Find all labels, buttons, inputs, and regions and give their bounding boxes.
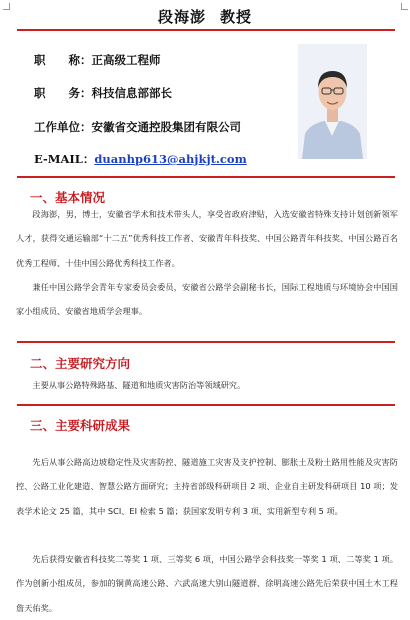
- unit-row: [34, 119, 241, 135]
- title-divider: [17, 29, 395, 31]
- duty-value: 科技信息部部长: [91, 86, 172, 100]
- portrait-illustration: [298, 44, 367, 159]
- section-divider-2: [17, 404, 395, 406]
- section-divider-1: [17, 341, 395, 343]
- basic-paragraph-2: 兼任中国公路学会青年专家委员会委员，安徽省公路学会副秘书长，国际工程地质与环境协会中国国家小组成员、安徽省地质学会理事。: [16, 282, 398, 317]
- achievements-paragraph-1: 先后从事公路高边坡稳定性及灾害防控、隧道施工灾害及支护控制、膨胀土及粉土路用性能及灾害防控、公路工业化建造、智慧公路方面研究；主持省部级科研项目 2 项、企业自主研发科研项目 10 项；发表学术论文 25 篇，其中 SCI、EI 检索 5 篇；获国家发明专利 3 项、实用新型专利 5 项。: [16, 457, 398, 516]
- unit-label: 工作单位：: [34, 120, 92, 134]
- duty-row: [34, 85, 172, 101]
- position-label: 职 称：: [34, 53, 92, 67]
- info-divider: [17, 176, 395, 178]
- achievements-paragraph-2: 先后获得安徽省科技奖二等奖 1 项、三等奖 6 项，中国公路学会科技奖一等奖 1 项、二等奖 1 项。作为创新小组成员，参加的铜黄高速公路、六武高速大别山隧道群、徐明高速公路先后荣获中国土木工程詹天佑奖。: [16, 554, 398, 613]
- duty-label: 职 务：: [34, 86, 92, 100]
- portrait-photo: [298, 44, 367, 159]
- person-title: 教授: [220, 8, 253, 26]
- basic-paragraph-1: 段海澎，男，博士，安徽省学术和技术带头人，享受省政府津贴，入选安徽省特殊支持计划创新领军人才，获得交通运输部“十二五”优秀科技工作者、安徽青年科技奖、中国公路青年科技奖、中国公路百名优秀工程师、十佳中国公路优秀科技工作者。: [16, 209, 398, 268]
- position-value: 正高级工程师: [91, 53, 161, 67]
- section-title-research: 二、主要研究方向: [30, 356, 131, 371]
- unit-value: 安徽省交通控股集团有限公司: [91, 120, 241, 134]
- section-title-basic: 一、基本情况: [30, 190, 106, 205]
- email-label: E-MAIL：: [34, 152, 95, 166]
- research-paragraph-1: 主要从事公路特殊路基、隧道和地质灾害防治等领域研究。: [32, 380, 246, 390]
- person-name: 段海澎: [157, 8, 206, 26]
- section-title-achievements: 三、主要科研成果: [30, 418, 131, 433]
- email-row: [34, 151, 247, 167]
- position-row: [34, 52, 161, 68]
- email-link[interactable]: duanhp613@ahjkjt.com: [94, 152, 247, 166]
- page-title: [0, 6, 410, 27]
